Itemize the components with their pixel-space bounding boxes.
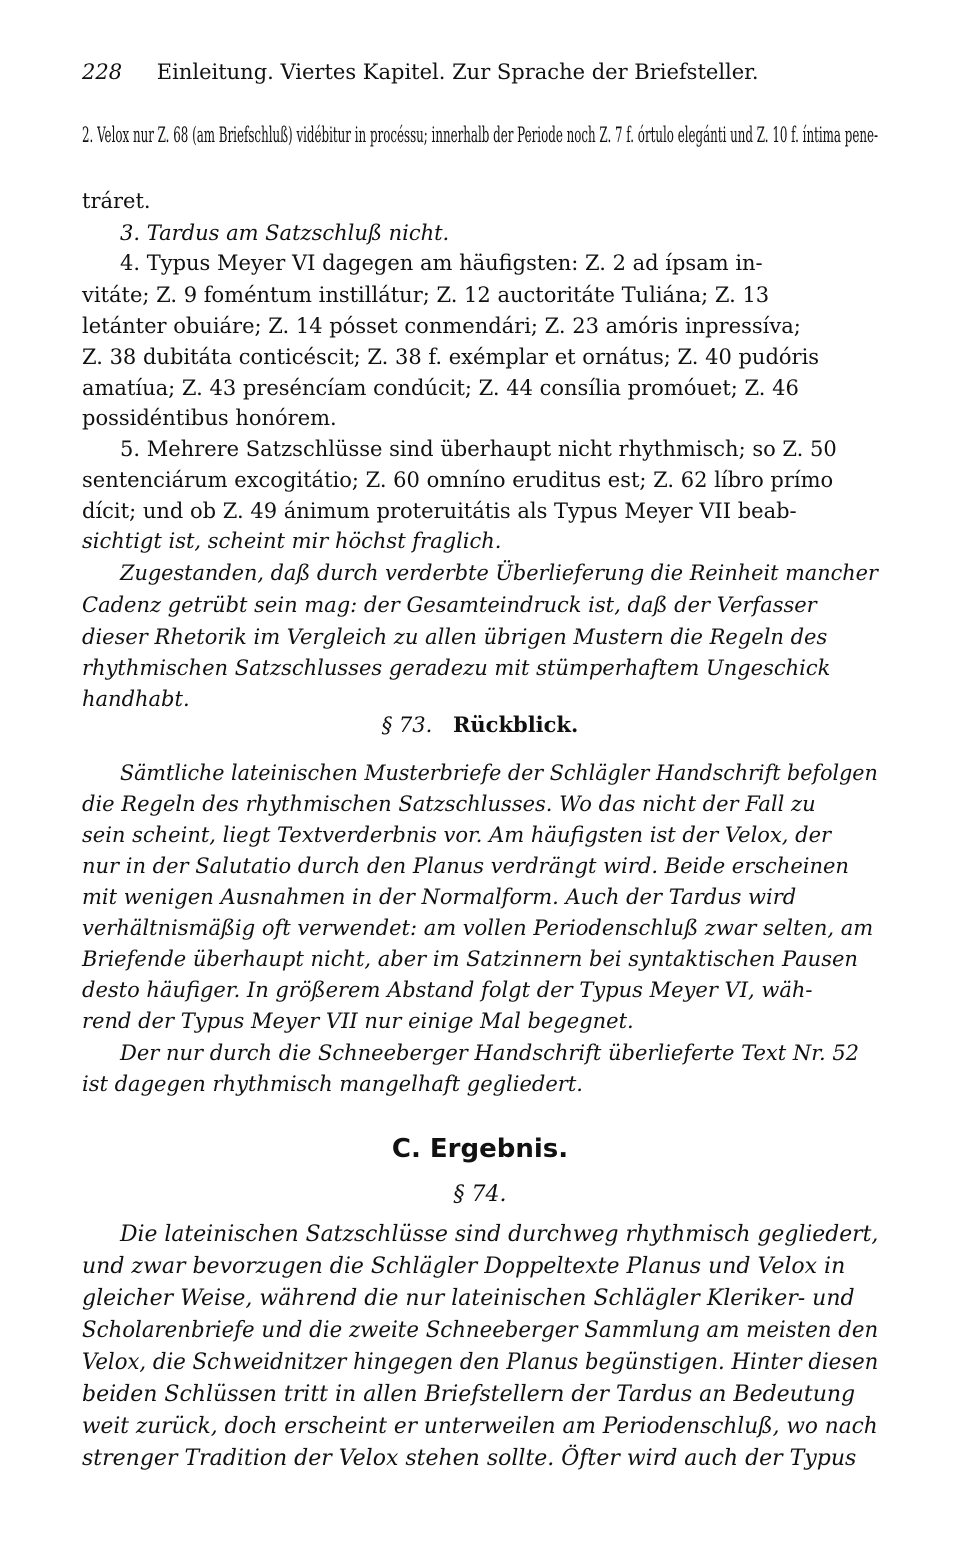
text-line: beiden Schlüssen tritt in allen Briefstellern der Tardus an Bedeutung [82,1382,856,1407]
section-heading-74: § 74. [453,1182,507,1207]
text-line: Briefende überhaupt nicht, aber im Satzinnern bei syntaktischen Pausen [82,947,858,971]
text-line: vitáte; Z. 9 foméntum instillátur; Z. 12 auctoritáte Tuliána; Z. 13 [82,283,770,307]
text-line: dieser Rhetorik im Vergleich zu allen übrigen Mustern die Regeln des [82,625,828,649]
section-heading-73 [0,712,960,737]
text-line: nur in der Salutatio durch den Planus verdrängt wird. Beide erscheinen [82,854,849,878]
text-line: mit wenigen Ausnahmen in der Normalform. Auch der Tardus wird [82,885,797,909]
text-line: strenger Tradition der Velox stehen sollte. Öfter wird auch der Typus [82,1446,857,1471]
page-number: 228 [82,60,123,84]
text-line: sentenciárum excogitátio; Z. 60 omníno eruditus est; Z. 62 líbro prímo [82,468,834,492]
running-title: Einleitung. Viertes Kapitel. Zur Sprache der Briefsteller. [156,60,759,84]
text-line: ist dagegen rhythmisch mangelhaft gegliedert. [82,1072,583,1096]
text-line: gleicher Weise, während die nur lateinischen Schlägler Kleriker- und [82,1286,855,1311]
section-title: Rückblick. [452,712,579,737]
text-line: dícit; und ob Z. 49 ánimum proteruitátis als Typus Meyer VII beab- [82,499,797,523]
text-line: verhältnismäßig oft verwendet: am vollen Periodenschluß zwar selten, am [82,916,874,940]
text-line: tráret. [82,189,151,213]
text-line: Zugestanden, daß durch verderbte Überlieferung die Reinheit mancher [120,561,878,585]
text-line: Die lateinischen Satzschlüsse sind durchweg rhythmisch gegliedert, [120,1222,879,1247]
text-line: die Regeln des rhythmischen Satzschlusses. Wo das nicht der Fall zu [82,792,816,816]
text-line: Scholarenbriefe und die zweite Schneeberger Sammlung am meisten den [82,1318,879,1343]
text-line: possidéntibus honórem. [82,406,337,430]
text-line: handhabt. [82,687,190,711]
text-line: Sämtliche lateinischen Musterbriefe der Schlägler Handschrift befolgen [120,761,878,785]
section-number: § 73. [381,713,433,737]
text-line: Der nur durch die Schneeberger Handschrift überlieferte Text Nr. 52 [120,1041,860,1065]
text-line: Z. 38 dubitáta conticéscit; Z. 38 f. exémplar et ornátus; Z. 40 pudóris [82,345,820,369]
text-line: sichtigt ist, scheint mir höchst fraglich. [82,529,502,553]
text-line: und zwar bevorzugen die Schlägler Doppeltexte Planus und Velox in [82,1254,846,1279]
text-line: letánter obuiáre; Z. 14 pósset conmendári; Z. 23 amóris inpressíva; [82,314,801,338]
text-line: 5. Mehrere Satzschlüsse sind überhaupt nicht rhythmisch; so Z. 50 [120,437,837,461]
text-line: Cadenz getrübt sein mag: der Gesamteindruck ist, daß der Verfasser [82,593,817,617]
text-line: Velox, die Schweidnitzer hingegen den Planus begünstigen. Hinter diesen [82,1350,879,1375]
part-heading: C. Ergebnis. [391,1134,569,1164]
text-line: weit zurück, doch erscheint er unterweilen am Periodenschluß, wo nach [82,1414,878,1439]
text-line: sein scheint, liegt Textverderbnis vor. Am häufigsten ist der Velox, der [82,823,832,847]
text-line: amatíua; Z. 43 preséncíam condúcit; Z. 44 consília promóuet; Z. 46 [82,376,799,400]
text-line: 3. Tardus am Satzschluß nicht. [120,221,450,245]
text-line: 4. Typus Meyer VI dagegen am häufigsten: Z. 2 ad ípsam in- [120,251,763,275]
running-header [82,60,882,84]
text-line: 2. Velox nur Z. 68 (am Briefschluß) vidébitur in procéssu; innerhalb der Periode noch Z. 7 f. órtulo elegánti und Z. 10 f. íntima pene- [82,123,879,147]
text-line: rhythmischen Satzschlusses geradezu mit stümperhaftem Ungeschick [82,656,831,680]
text-line: rend der Typus Meyer VII nur einige Mal begegnet. [82,1009,634,1033]
text-line: desto häufiger. In größerem Abstand folgt der Typus Meyer VI, wäh- [82,978,813,1002]
